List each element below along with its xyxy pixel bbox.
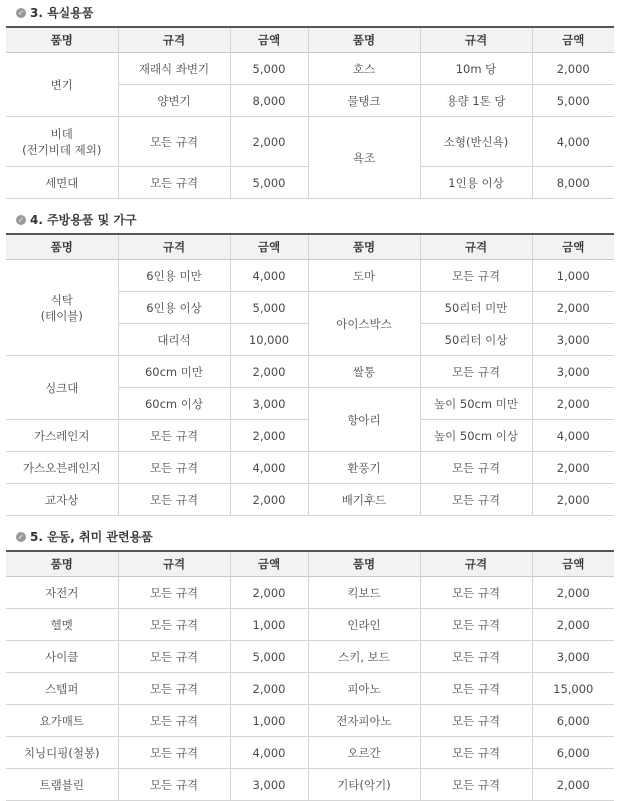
item-cell: 스키, 보드 bbox=[308, 641, 420, 673]
table-row bbox=[6, 641, 614, 673]
col-header-spec: 규격 bbox=[420, 551, 532, 577]
spec-cell: 용량 1톤 당 bbox=[420, 85, 532, 117]
price-cell: 5,000 bbox=[230, 292, 308, 324]
spec-cell: 모든 규격 bbox=[420, 769, 532, 801]
spec-cell: 모든 규격 bbox=[420, 577, 532, 609]
spec-cell: 1인용 이상 bbox=[420, 167, 532, 199]
item-cell: 킥보드 bbox=[308, 577, 420, 609]
table-header-row bbox=[6, 551, 614, 577]
price-cell: 10,000 bbox=[230, 324, 308, 356]
item-cell: 물탱크 bbox=[308, 85, 420, 117]
item-cell: 오르간 bbox=[308, 737, 420, 769]
price-cell: 4,000 bbox=[230, 737, 308, 769]
item-cell: 가스오븐레인지 bbox=[6, 452, 118, 484]
spec-cell: 모든 규격 bbox=[118, 484, 230, 516]
spec-cell: 모든 규격 bbox=[420, 641, 532, 673]
price-table bbox=[6, 233, 614, 516]
item-cell: 교자상 bbox=[6, 484, 118, 516]
price-cell: 6,000 bbox=[532, 705, 614, 737]
item-cell: 세면대 bbox=[6, 167, 118, 199]
table-row bbox=[6, 260, 614, 292]
spec-cell: 60cm 이상 bbox=[118, 388, 230, 420]
spec-cell: 모든 규격 bbox=[118, 167, 230, 199]
spec-cell: 모든 규격 bbox=[118, 420, 230, 452]
table-row bbox=[6, 117, 614, 167]
item-cell: 가스레인지 bbox=[6, 420, 118, 452]
spec-cell: 양변기 bbox=[118, 85, 230, 117]
check-bullet-icon: ✓ bbox=[16, 8, 26, 18]
item-cell: 도마 bbox=[308, 260, 420, 292]
col-header-spec: 규격 bbox=[420, 234, 532, 260]
spec-cell: 6인용 미만 bbox=[118, 260, 230, 292]
item-cell: 트램블린 bbox=[6, 769, 118, 801]
col-header-price: 금액 bbox=[230, 234, 308, 260]
price-cell: 2,000 bbox=[532, 53, 614, 85]
spec-cell: 모든 규격 bbox=[420, 609, 532, 641]
col-header-spec: 규격 bbox=[420, 27, 532, 53]
section-sports-hobby bbox=[0, 524, 622, 801]
item-cell: 전자피아노 bbox=[308, 705, 420, 737]
col-header-price: 금액 bbox=[230, 551, 308, 577]
price-cell: 3,000 bbox=[230, 388, 308, 420]
price-cell: 8,000 bbox=[532, 167, 614, 199]
spec-cell: 모든 규격 bbox=[420, 484, 532, 516]
price-cell: 2,000 bbox=[230, 356, 308, 388]
col-header-spec: 규격 bbox=[118, 234, 230, 260]
item-cell: 요가매트 bbox=[6, 705, 118, 737]
col-header-spec: 규격 bbox=[118, 27, 230, 53]
spec-cell: 높이 50cm 이상 bbox=[420, 420, 532, 452]
spec-cell: 대리석 bbox=[118, 324, 230, 356]
price-cell: 1,000 bbox=[230, 705, 308, 737]
spec-cell: 모든 규격 bbox=[118, 737, 230, 769]
price-cell: 4,000 bbox=[532, 117, 614, 167]
item-cell: 배기후드 bbox=[308, 484, 420, 516]
spec-cell: 모든 규격 bbox=[118, 452, 230, 484]
table-row bbox=[6, 737, 614, 769]
col-header-price: 금액 bbox=[532, 551, 614, 577]
table-row bbox=[6, 356, 614, 388]
item-cell: 욕조 bbox=[308, 117, 420, 199]
item-cell: 환풍기 bbox=[308, 452, 420, 484]
price-cell: 2,000 bbox=[532, 452, 614, 484]
check-bullet-icon: ✓ bbox=[16, 215, 26, 225]
col-header-item: 품명 bbox=[6, 551, 118, 577]
table-header-row bbox=[6, 234, 614, 260]
col-header-price: 금액 bbox=[532, 27, 614, 53]
table-header-row bbox=[6, 27, 614, 53]
col-header-item: 품명 bbox=[308, 551, 420, 577]
table-row bbox=[6, 484, 614, 516]
item-cell: 헬멧 bbox=[6, 609, 118, 641]
price-cell: 2,000 bbox=[532, 609, 614, 641]
price-cell: 2,000 bbox=[230, 420, 308, 452]
spec-cell: 모든 규격 bbox=[118, 577, 230, 609]
col-header-item: 품명 bbox=[308, 27, 420, 53]
item-cell: 항아리 bbox=[308, 388, 420, 452]
spec-cell: 모든 규격 bbox=[420, 452, 532, 484]
col-header-item: 품명 bbox=[6, 234, 118, 260]
price-cell: 3,000 bbox=[532, 356, 614, 388]
price-cell: 2,000 bbox=[230, 577, 308, 609]
price-cell: 8,000 bbox=[230, 85, 308, 117]
spec-cell: 60cm 미만 bbox=[118, 356, 230, 388]
price-cell: 3,000 bbox=[230, 769, 308, 801]
price-cell: 5,000 bbox=[532, 85, 614, 117]
price-cell: 1,000 bbox=[532, 260, 614, 292]
section-title: ✓ 5. 운동, 취미 관련용품 bbox=[0, 524, 622, 550]
spec-cell: 모든 규격 bbox=[118, 705, 230, 737]
price-cell: 2,000 bbox=[532, 484, 614, 516]
spec-cell: 모든 규격 bbox=[420, 673, 532, 705]
price-table bbox=[6, 550, 614, 801]
price-cell: 5,000 bbox=[230, 641, 308, 673]
section-kitchen bbox=[0, 207, 622, 516]
item-cell: 비데 (전기비데 제외) bbox=[6, 117, 118, 167]
section-title: ✓ 3. 욕실용품 bbox=[0, 0, 622, 26]
spec-cell: 모든 규격 bbox=[420, 260, 532, 292]
item-cell: 쌀통 bbox=[308, 356, 420, 388]
spec-cell: 6인용 이상 bbox=[118, 292, 230, 324]
price-cell: 5,000 bbox=[230, 167, 308, 199]
col-header-price: 금액 bbox=[532, 234, 614, 260]
item-cell: 기타(악기) bbox=[308, 769, 420, 801]
price-cell: 3,000 bbox=[532, 641, 614, 673]
spec-cell: 10m 당 bbox=[420, 53, 532, 85]
item-cell: 호스 bbox=[308, 53, 420, 85]
table-row bbox=[6, 705, 614, 737]
price-cell: 2,000 bbox=[230, 117, 308, 167]
table-row bbox=[6, 53, 614, 85]
table-row bbox=[6, 609, 614, 641]
item-cell: 싱크대 bbox=[6, 356, 118, 420]
section-title: ✓ 4. 주방용품 및 가구 bbox=[0, 207, 622, 233]
spec-cell: 모든 규격 bbox=[420, 705, 532, 737]
check-bullet-icon: ✓ bbox=[16, 532, 26, 542]
price-table bbox=[6, 26, 614, 199]
item-cell: 사이클 bbox=[6, 641, 118, 673]
spec-cell: 모든 규격 bbox=[118, 641, 230, 673]
price-cell: 2,000 bbox=[230, 484, 308, 516]
section-bathroom bbox=[0, 0, 622, 199]
spec-cell: 모든 규격 bbox=[118, 609, 230, 641]
spec-cell: 재래식 좌변기 bbox=[118, 53, 230, 85]
price-cell: 2,000 bbox=[532, 769, 614, 801]
col-header-spec: 규격 bbox=[118, 551, 230, 577]
col-header-price: 금액 bbox=[230, 27, 308, 53]
spec-cell: 높이 50cm 미만 bbox=[420, 388, 532, 420]
item-cell: 변기 bbox=[6, 53, 118, 117]
col-header-item: 품명 bbox=[6, 27, 118, 53]
price-cell: 5,000 bbox=[230, 53, 308, 85]
table-row bbox=[6, 577, 614, 609]
price-cell: 2,000 bbox=[532, 577, 614, 609]
spec-cell: 모든 규격 bbox=[420, 737, 532, 769]
table-row bbox=[6, 769, 614, 801]
price-cell: 1,000 bbox=[230, 609, 308, 641]
spec-cell: 모든 규격 bbox=[420, 356, 532, 388]
spec-cell: 50리터 미만 bbox=[420, 292, 532, 324]
item-cell: 인라인 bbox=[308, 609, 420, 641]
spec-cell: 모든 규격 bbox=[118, 769, 230, 801]
item-cell: 치닝디핑(철봉) bbox=[6, 737, 118, 769]
price-cell: 4,000 bbox=[230, 452, 308, 484]
spec-cell: 모든 규격 bbox=[118, 673, 230, 705]
price-cell: 4,000 bbox=[230, 260, 308, 292]
price-cell: 2,000 bbox=[532, 388, 614, 420]
item-cell: 아이스박스 bbox=[308, 292, 420, 356]
spec-cell: 50리터 이상 bbox=[420, 324, 532, 356]
price-cell: 6,000 bbox=[532, 737, 614, 769]
spec-cell: 소형(반신욕) bbox=[420, 117, 532, 167]
col-header-item: 품명 bbox=[308, 234, 420, 260]
price-cell: 4,000 bbox=[532, 420, 614, 452]
item-cell: 식탁 (테이블) bbox=[6, 260, 118, 356]
spec-cell: 모든 규격 bbox=[118, 117, 230, 167]
item-cell: 스텝퍼 bbox=[6, 673, 118, 705]
table-row bbox=[6, 673, 614, 705]
price-cell: 2,000 bbox=[532, 292, 614, 324]
price-cell: 3,000 bbox=[532, 324, 614, 356]
price-cell: 2,000 bbox=[230, 673, 308, 705]
price-cell: 15,000 bbox=[532, 673, 614, 705]
item-cell: 자전거 bbox=[6, 577, 118, 609]
table-row bbox=[6, 452, 614, 484]
item-cell: 피아노 bbox=[308, 673, 420, 705]
